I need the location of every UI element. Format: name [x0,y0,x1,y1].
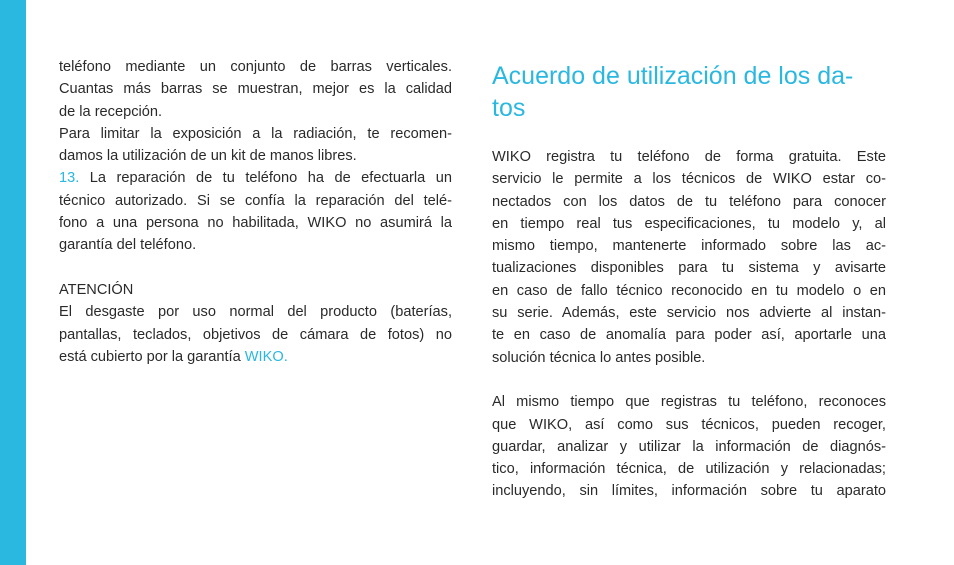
spacer [492,369,886,391]
item-13-text: La reparación de tu teléfono ha de efectuarla un [79,170,452,187]
text-line: tico, información técnica, de utilización y relacionadas; [492,461,886,478]
text-line: solución técnica lo antes posible. [492,349,706,366]
text-line: El desgaste por uso normal del producto (baterías, [59,304,452,321]
item-13-number: 13. [59,170,80,187]
text-line: nectados con los datos de tu teléfono para conocer [492,193,886,210]
right-column-body [492,146,886,503]
spacer [59,257,452,279]
side-accent-bar [0,0,26,565]
text-line: guardar, analizar y utilizar la información de diagnós- [492,438,886,455]
heading-line: Acuerdo de utilización de los da- [492,62,854,90]
warning-last-line [59,346,452,368]
text-line: garantía del teléfono. [59,237,197,254]
text-line: de la recepción. [59,103,163,120]
text-line: su serie. Además, este servicio nos advierte al instan- [492,305,886,322]
text-line: Cuantas más barras se muestran, mejor es la calidad [59,81,452,98]
brand-name: WIKO. [244,348,288,365]
text-line: técnico autorizado. Si se confía la reparación del telé- [59,192,452,209]
text-line: incluyendo, sin límites, información sobre tu aparato [492,483,886,500]
item-13-first-line [59,167,452,189]
text-line: fono a una persona no habilitada, WIKO no asumirá la [59,215,452,232]
text-line: WIKO registra tu teléfono de forma gratuita. Este [492,149,886,165]
text-line: tualizaciones disponibles para tu sistema y avisarte [492,260,886,277]
warning-last-text: está cubierto por la garantía [59,348,245,365]
heading-line: tos [492,94,526,122]
text-line: servicio le permite a los técnicos de WIKO estar co- [492,171,886,188]
text-line: en tiempo real tus especificaciones, tu modelo y, al [492,215,886,232]
text-line: mismo tiempo, mantenerte informado sobre las ac- [492,238,886,255]
text-line: que WIKO, así como sus técnicos, pueden recoger, [492,416,886,433]
text-line: pantallas, teclados, objetivos de cámara de fotos) no [59,326,452,343]
text-line: damos la utilización de un kit de manos libres. [59,148,357,165]
warning-title: ATENCIÓN [59,281,134,298]
text-line: Para limitar la exposición a la radiación, te recomen- [59,125,452,142]
section-heading [492,60,886,124]
text-line: Al mismo tiempo que registras tu teléfono, reconoces [492,394,886,411]
text-line: en caso de fallo técnico reconocido en tu modelo o en [492,282,886,299]
text-line: te en caso de anomalía para poder así, aportarle una [492,327,886,344]
left-column [59,56,452,368]
text-line: teléfono mediante un conjunto de barras verticales. [59,59,452,75]
